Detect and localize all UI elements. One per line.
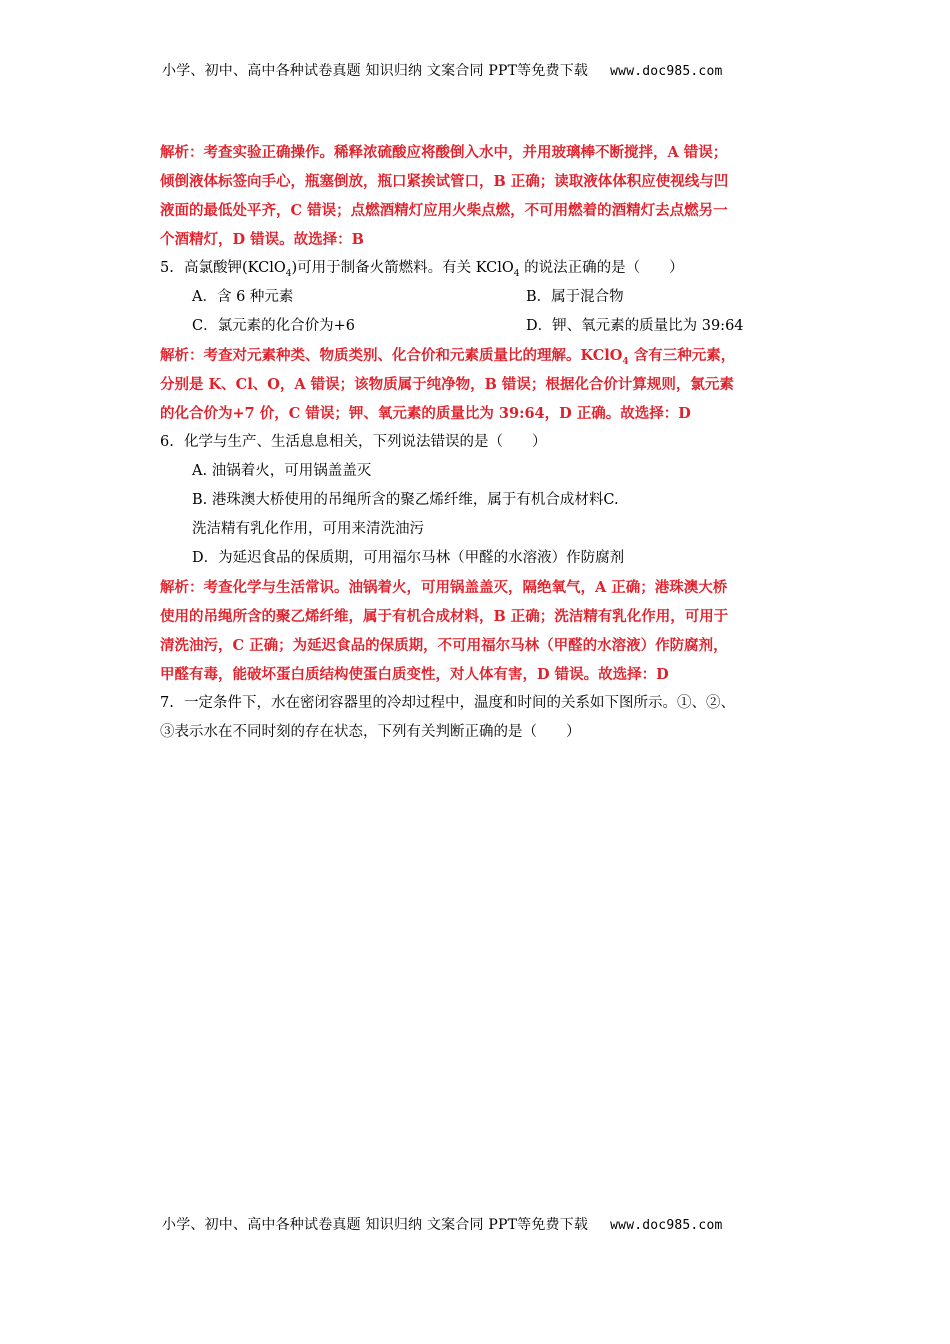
q4-analysis-line-4: 个酒精灯，D 错误。故选择：B	[160, 231, 364, 248]
q6-analysis-line-2: 使用的吊绳所含的聚乙烯纤维，属于有机合成材料，B 正确；洗洁精有乳化作用，可用于	[160, 608, 729, 625]
q6-analysis-line-1: 解析：考查化学与生活常识。油锅着火，可用锅盖盖灭，隔绝氧气，A 正确；港珠澳大桥	[160, 579, 728, 596]
q5-option-b[interactable]: B．属于混合物	[526, 289, 624, 305]
q5-stem	[160, 254, 816, 283]
q5-analysis-line-3: 的化合价为+7 价，C 错误；钾、氧元素的质量比为 39:64，D 正确。故选择：D	[160, 405, 691, 422]
q6-analysis-line-4: 甲醛有毒，能破坏蛋白质结构使蛋白质变性，对人体有害，D 错误。故选择：D	[160, 666, 669, 683]
q5-analysis-line-2: 分别是 K、Cl、O，A 错误；该物质属于纯净物，B 错误；根据化合价计算规则，氯元素	[160, 376, 734, 393]
q6-option-a[interactable]: A. 油锅着火，可用锅盖盖灭	[192, 463, 372, 479]
q4-analysis-line-1: 解析：考查实验正确操作。稀释浓硫酸应将酸倒入水中，并用玻璃棒不断搅拌，A 错误；	[160, 144, 728, 161]
q5-stem-part-1: 高氯酸钾(KClO	[184, 260, 286, 276]
q5-option-a[interactable]: A．含 6 种元素	[192, 289, 294, 305]
q6-number: 6.	[160, 434, 174, 450]
q4-analysis-line-2: 倾倒液体标签向手心，瓶塞倒放，瓶口紧挨试管口，B 正确；读取液体体积应使视线与凹	[160, 173, 729, 190]
q7-stem-line-1	[160, 689, 816, 718]
q5-subscript-1: 4	[285, 268, 292, 279]
q7-stem-text-1: 一定条件下，水在密闭容器里的冷却过程中，温度和时间的关系如下图所示。①、②、	[184, 695, 735, 711]
q5-number: 5.	[160, 260, 174, 276]
q6-option-d[interactable]: D．为延迟食品的保质期，可用福尔马林（甲醛的水溶液）作防腐剂	[192, 550, 625, 566]
q5-subscript-2: 4	[513, 268, 520, 279]
q6-option-b[interactable]: B. 港珠澳大桥使用的吊绳所含的聚乙烯纤维，属于有机合成材料C.	[192, 492, 619, 508]
q5-analysis-part-2: 含有三种元素，	[628, 347, 736, 364]
footer-url[interactable]: www.doc985.com	[610, 1218, 723, 1233]
page-header	[162, 60, 802, 80]
q5-stem-part-2: )可用于制备火箭燃料。有关 KClO	[291, 260, 514, 276]
footer-text: 小学、初中、高中各种试卷真题 知识归纳 文案合同 PPT等免费下载	[162, 1217, 589, 1233]
q6-option-c[interactable]: 洗洁精有乳化作用，可用来清洗油污	[192, 521, 424, 537]
q7-stem-line-2: ③表示水在不同时刻的存在状态，下列有关判断正确的是（ ）	[160, 724, 581, 740]
q5-stem-part-3: 的说法正确的是（ ）	[519, 260, 684, 276]
q6-stem	[160, 428, 816, 457]
q4-analysis-line-3: 液面的最低处平齐，C 错误；点燃酒精灯应用火柴点燃，不可用燃着的酒精灯去点燃另一	[160, 202, 728, 219]
q5-analysis-subscript: 4	[622, 356, 629, 367]
q5-analysis-part-1: 解析：考查对元素种类、物质类别、化合价和元素质量比的理解。KClO	[160, 347, 623, 364]
q6-stem-text: 化学与生产、生活息息相关，下列说法错误的是（ ）	[184, 434, 547, 450]
header-text: 小学、初中、高中各种试卷真题 知识归纳 文案合同 PPT等免费下载	[162, 63, 589, 79]
header-url[interactable]: www.doc985.com	[610, 64, 723, 79]
q7-number: 7.	[160, 695, 174, 711]
document-body	[160, 138, 816, 747]
q5-options-row-2	[160, 312, 816, 341]
page-footer	[162, 1214, 802, 1234]
q5-options-row-1	[160, 283, 816, 312]
q5-option-c[interactable]: C．氯元素的化合价为+6	[192, 318, 355, 334]
q6-analysis-line-3: 清洗油污，C 正确；为延迟食品的保质期，不可用福尔马林（甲醛的水溶液）作防腐剂，	[160, 637, 728, 654]
q5-option-d[interactable]: D．钾、氧元素的质量比为 39:64	[526, 318, 744, 334]
q5-analysis-line-1	[160, 341, 816, 370]
